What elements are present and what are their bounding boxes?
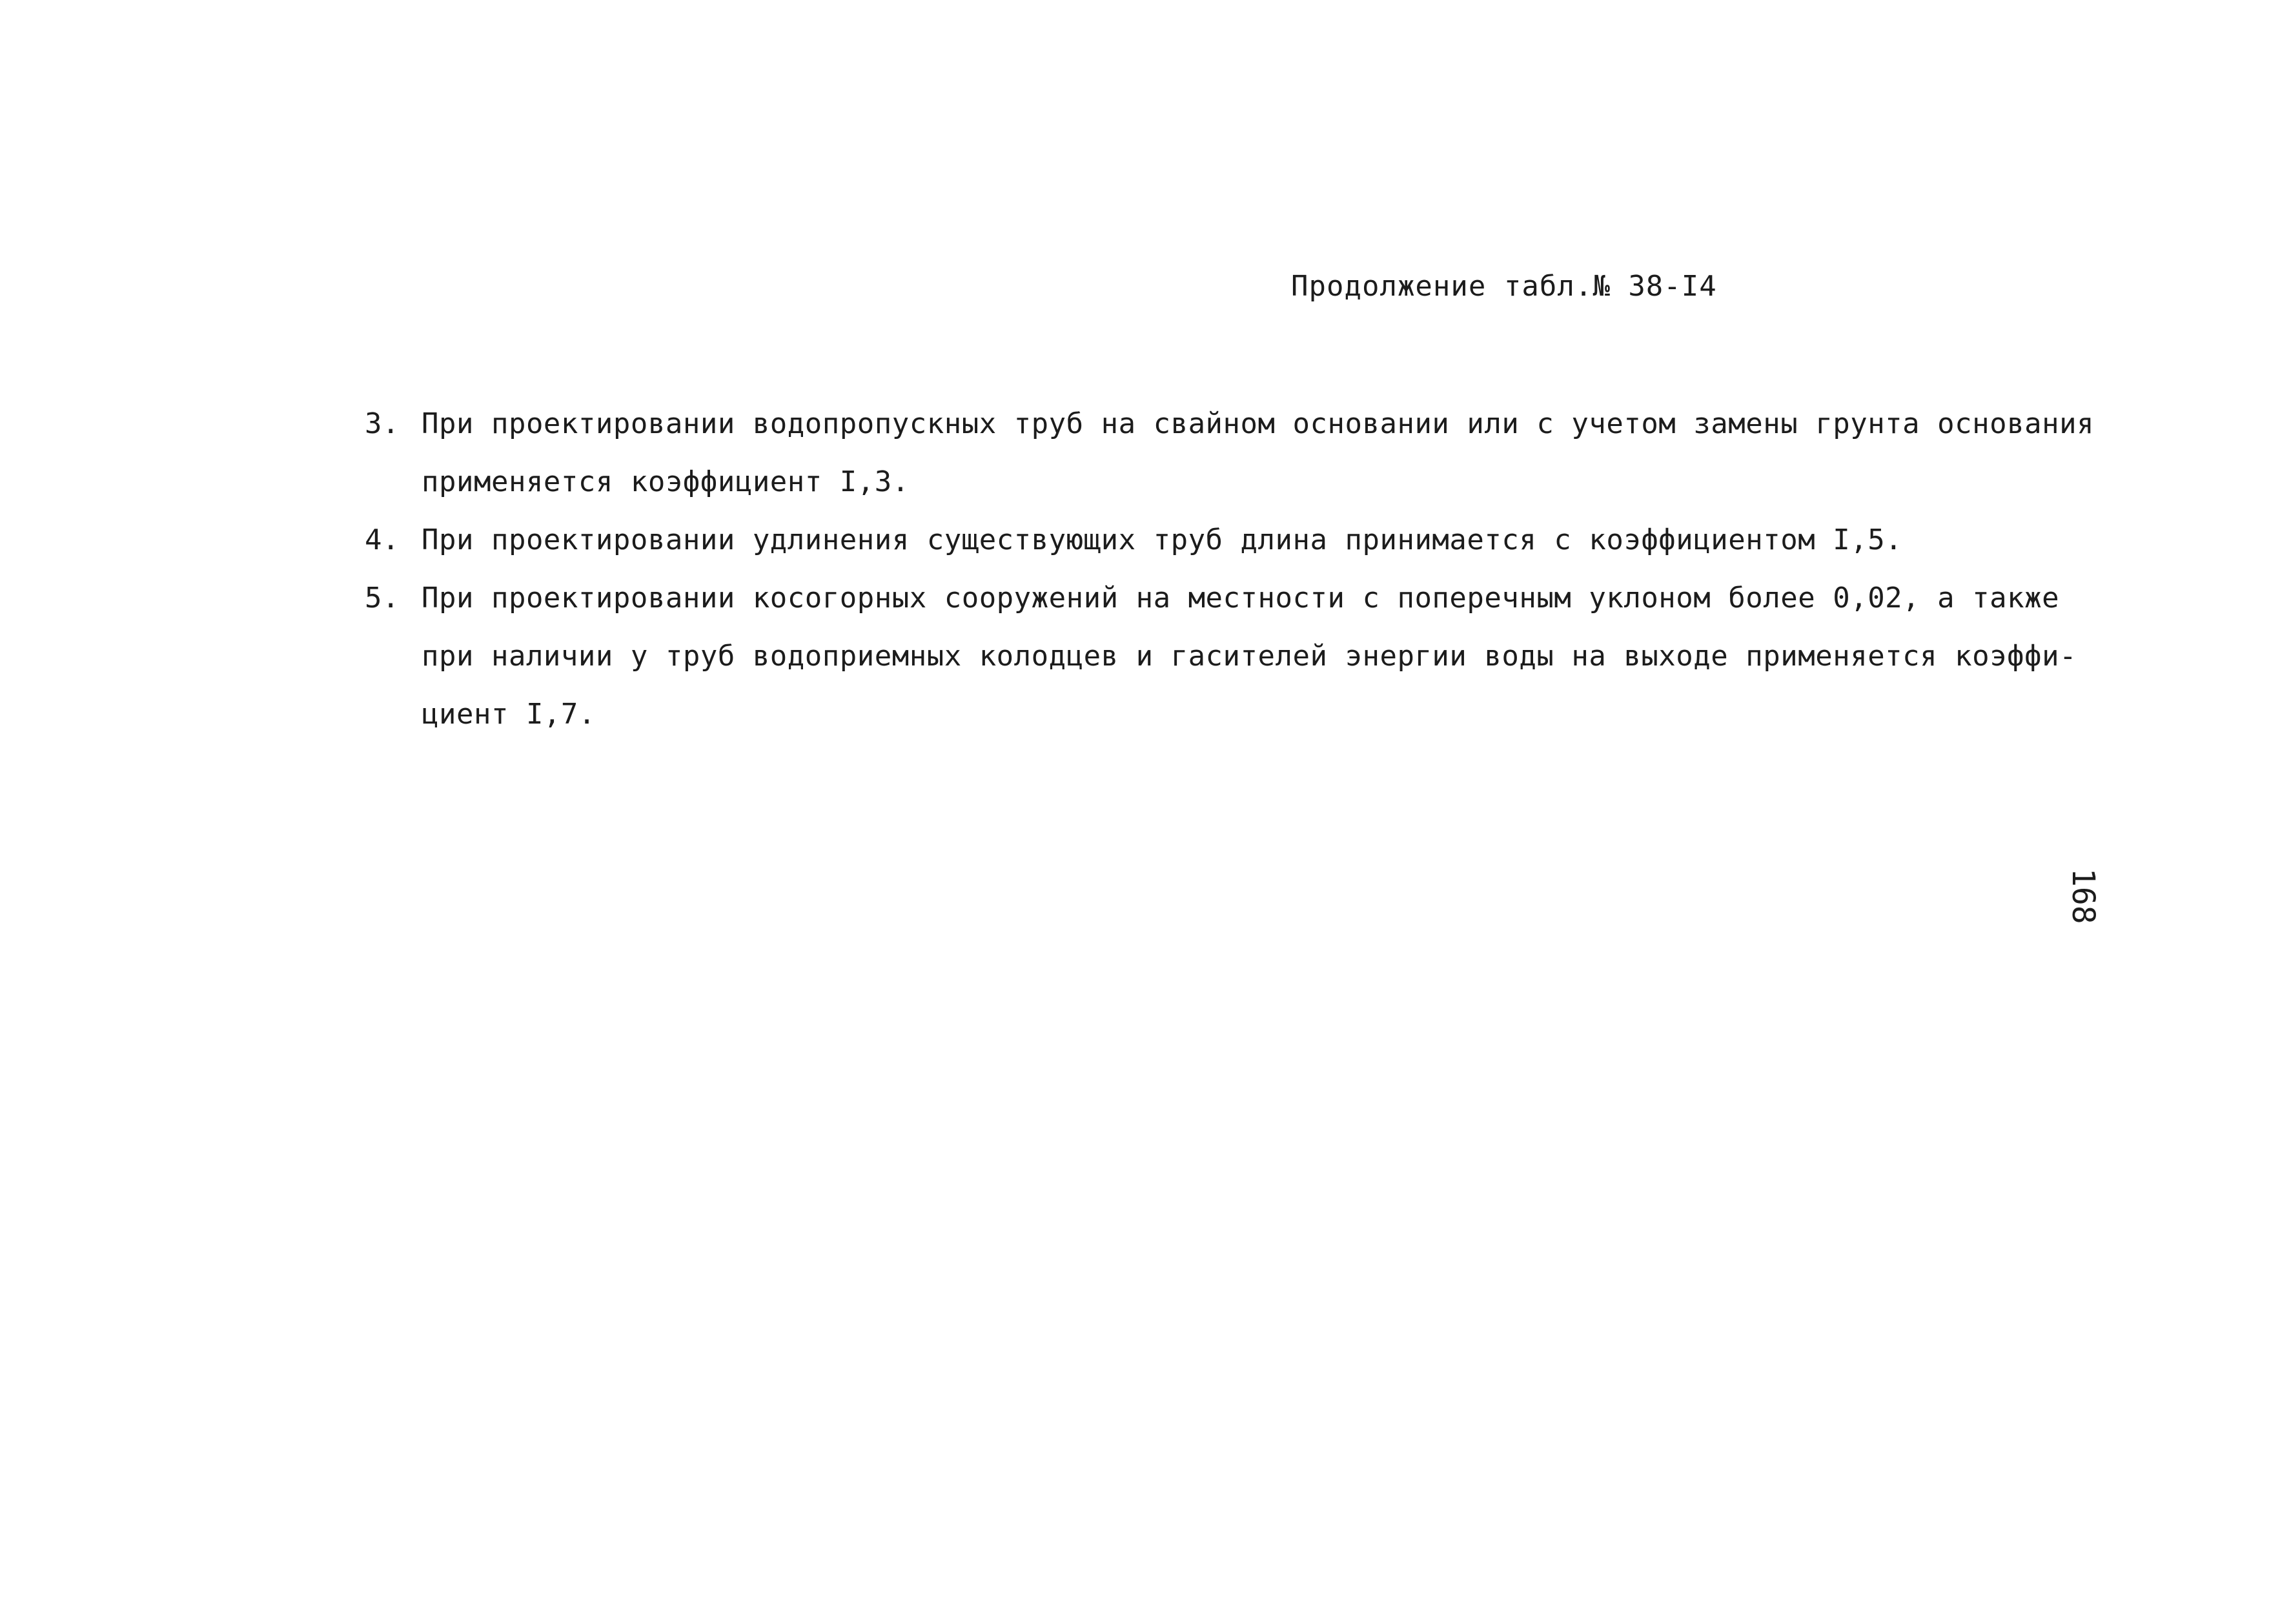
table-continuation-heading: Продолжение табл.№ 38-I4 (1291, 270, 1717, 303)
note-item (365, 395, 2146, 511)
note-number: 4. (365, 523, 400, 556)
page-number: 168 (2065, 868, 2101, 924)
note-text-line: При проектировании косогорных сооружений на местности с поперечным уклоном более 0,02, а также (422, 582, 2060, 614)
note-text-line: При проектировании удлинения существующих труб длина принимается с коэффициентом I,5. (422, 523, 1903, 556)
note-number: 3. (365, 407, 400, 440)
note-text-line: при наличии у труб водоприемных колодцев и гасителей энергии воды на выходе применяется коэффи- (422, 640, 2077, 673)
note-item (365, 569, 2146, 744)
note-text-line: применяется коэффициент I,3. (422, 465, 910, 498)
note-text-line: циент I,7. (422, 698, 596, 731)
notes-list (365, 395, 2146, 744)
note-number: 5. (365, 582, 400, 614)
note-text-line: При проектировании водопропускных труб на свайном основании или с учетом замены грунта основания (422, 407, 2095, 440)
note-item (365, 511, 2146, 569)
